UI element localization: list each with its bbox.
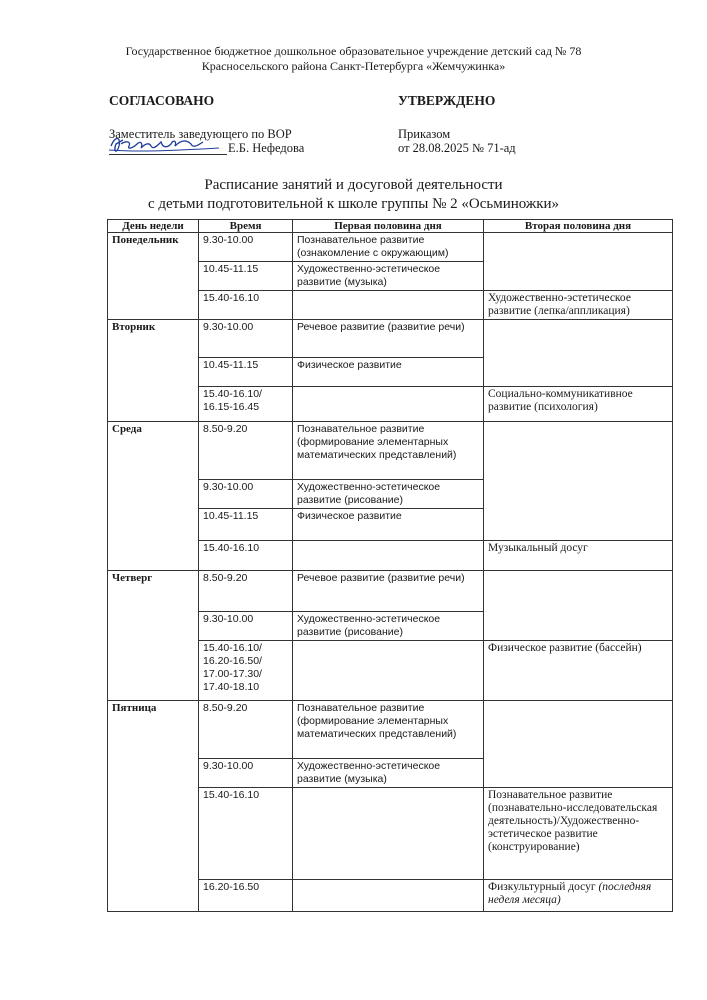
title-line-2: с детьми подготовительной к школе группы № 2 «Осьминожки» xyxy=(147,196,560,212)
table-row xyxy=(108,701,673,759)
second-half-cell xyxy=(484,422,673,541)
time-cell: 8.50-9.20 xyxy=(199,422,293,480)
time-cell: 9.30-10.00 xyxy=(199,612,293,641)
header-first-half: Первая половина дня xyxy=(293,220,484,233)
first-half-cell xyxy=(293,788,484,880)
first-half-cell xyxy=(293,641,484,701)
first-half-cell: Художественно-эстетическое развитие (рисование) xyxy=(293,612,484,641)
second-half-cell: Социально-коммуникативное развитие (психология) xyxy=(484,387,673,422)
header-second-half: Вторая половина дня xyxy=(484,220,673,233)
header-day: День недели xyxy=(108,220,199,233)
title-line-1: Расписание занятий и досуговой деятельности xyxy=(204,177,503,193)
first-half-cell: Физическое развитие xyxy=(293,358,484,387)
time-cell: 9.30-10.00 xyxy=(199,480,293,509)
time-cell: 8.50-9.20 xyxy=(199,701,293,759)
org-line-2: Красносельского района Санкт-Петербурга «Жемчужинка» xyxy=(201,59,506,73)
handwritten-signature-image xyxy=(107,132,227,158)
second-half-cell: Познавательное развитие (познавательно-исследовательская деятельность)/Художественно-эстетическое развитие (конструирование) xyxy=(484,788,673,880)
signer-name: Е.Б. Нефедова xyxy=(228,141,305,155)
time-cell: 15.40-16.10 xyxy=(199,291,293,320)
agreed-title: СОГЛАСОВАНО xyxy=(109,93,215,108)
time-cell: 8.50-9.20 xyxy=(199,571,293,612)
first-half-cell xyxy=(293,541,484,571)
first-half-cell: Художественно-эстетическое развитие (музыка) xyxy=(293,262,484,291)
second-half-cell xyxy=(484,320,673,387)
time-cell: 15.40-16.10/ 16.15-16.45 xyxy=(199,387,293,422)
approval-approved-block xyxy=(398,93,618,155)
approval-agreed-block xyxy=(109,93,349,157)
time-cell: 15.40-16.10 xyxy=(199,788,293,880)
organization-header xyxy=(0,44,707,74)
time-cell: 10.45-11.15 xyxy=(199,358,293,387)
activity-text: Физкультурный досуг xyxy=(488,881,596,893)
org-line-1: Государственное бюджетное дошкольное образовательное учреждение детский сад № 78 xyxy=(125,44,582,58)
approved-title: УТВЕРЖДЕНО xyxy=(398,93,496,108)
activity-note: (последняя неделя месяца) xyxy=(488,881,652,906)
schedule-table xyxy=(107,219,673,912)
table-row xyxy=(108,571,673,612)
time-cell: 15.40-16.10 xyxy=(199,541,293,571)
time-cell: 16.20-16.50 xyxy=(199,880,293,912)
second-half-cell: Музыкальный досуг xyxy=(484,541,673,571)
table-row xyxy=(108,233,673,262)
time-cell: 10.45-11.15 xyxy=(199,509,293,541)
first-half-cell: Художественно-эстетическое развитие (рисование) xyxy=(293,480,484,509)
time-cell: 9.30-10.00 xyxy=(199,320,293,358)
second-half-cell: Физическое развитие (бассейн) xyxy=(484,641,673,701)
table-row xyxy=(108,422,673,480)
signature-row xyxy=(109,141,349,157)
first-half-cell: Познавательное развитие (ознакомление с окружающим) xyxy=(293,233,484,262)
time-cell: 15.40-16.10/ 16.20-16.50/ 17.00-17.30/ 17.40-18.10 xyxy=(199,641,293,701)
day-cell: Пятница xyxy=(108,701,199,912)
day-cell: Вторник xyxy=(108,320,199,422)
time-cell: 9.30-10.00 xyxy=(199,233,293,262)
second-half-cell xyxy=(484,233,673,291)
order-number-date: от 28.08.2025 № 71-ад xyxy=(398,141,516,155)
time-cell: 9.30-10.00 xyxy=(199,759,293,788)
document-title xyxy=(0,176,707,214)
first-half-cell: Речевое развитие (развитие речи) xyxy=(293,571,484,612)
order-label: Приказом xyxy=(398,127,451,141)
first-half-cell: Физическое развитие xyxy=(293,509,484,541)
first-half-cell: Познавательное развитие (формирование элементарных математических представлений) xyxy=(293,701,484,759)
first-half-cell: Речевое развитие (развитие речи) xyxy=(293,320,484,358)
first-half-cell xyxy=(293,387,484,422)
second-half-cell xyxy=(484,701,673,788)
first-half-cell xyxy=(293,880,484,912)
day-cell: Понедельник xyxy=(108,233,199,320)
first-half-cell: Художественно-эстетическое развитие (музыка) xyxy=(293,759,484,788)
header-time: Время xyxy=(199,220,293,233)
table-header-row xyxy=(108,220,673,233)
agreed-position: Заместитель заведующего по ВОР xyxy=(109,127,292,141)
table-row xyxy=(108,320,673,358)
second-half-cell: Художественно-эстетическое развитие (лепка/аппликация) xyxy=(484,291,673,320)
first-half-cell: Познавательное развитие (формирование элементарных математических представлений) xyxy=(293,422,484,480)
day-cell: Среда xyxy=(108,422,199,571)
second-half-cell xyxy=(484,880,673,912)
day-cell: Четверг xyxy=(108,571,199,701)
second-half-cell xyxy=(484,571,673,641)
time-cell: 10.45-11.15 xyxy=(199,262,293,291)
first-half-cell xyxy=(293,291,484,320)
